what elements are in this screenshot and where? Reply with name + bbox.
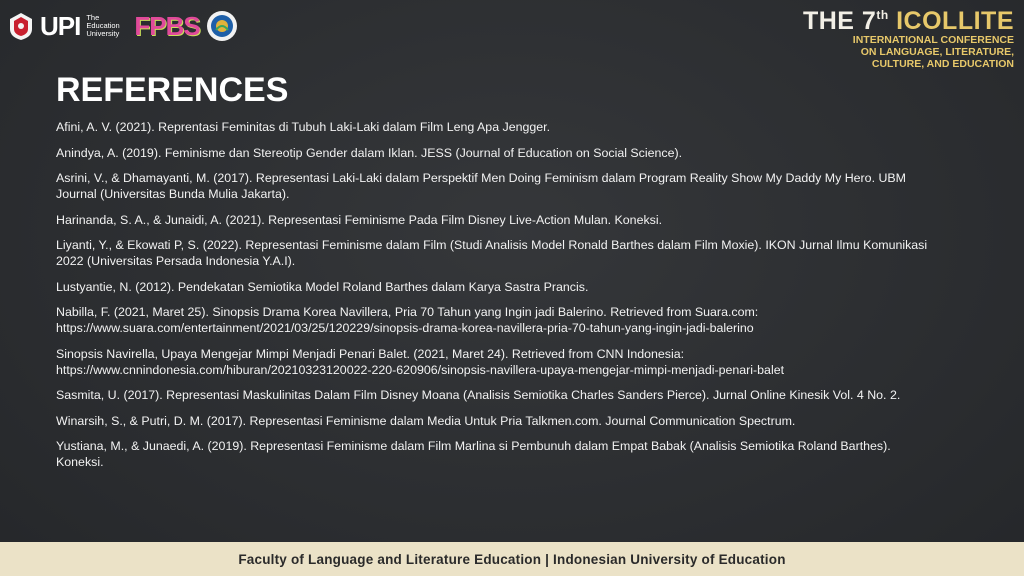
upi-logo: UPI bbox=[40, 11, 81, 41]
conference-brand-line3: ON LANGUAGE, LITERATURE, bbox=[860, 46, 1014, 58]
footer-bar bbox=[0, 542, 1024, 576]
reference-item: Harinanda, S. A., & Junaidi, A. (2021). Representasi Feminisme Pada Film Disney Live-Action Mulan. Koneksi. bbox=[56, 212, 663, 227]
upi-logo-subtext: The Education University bbox=[86, 13, 120, 38]
reference-item: Liyanti, Y., & Ekowati P, S. (2022). Representasi Feminisme dalam Film (Studi Analisis Model Ronald Barthes dalam Film Moxie). IKON Jurnal Ilmu Komunikasi 2022 (Universitas Persada Indonesia Y.A.I). bbox=[56, 238, 928, 268]
reference-item: Asrini, V., & Dhamayanti, M. (2017). Representasi Laki-Laki dalam Perspektif Men Doing Feminism dalam Program Reality Show My Daddy My Hero. UBM Journal (Universitas Bunda Mulia Jakarta). bbox=[56, 171, 906, 201]
reference-item: Sasmita, U. (2017). Representasi Maskulinitas Dalam Film Disney Moana (Analisis Semiotika Charles Sanders Pierce). Jurnal Online Kinesik Vol. 4 No. 2. bbox=[56, 388, 901, 402]
reference-item: Winarsih, S., & Putri, D. M. (2017). Representasi Feminisme dalam Media Untuk Pria Talkmen.com. Journal Communication Spectrum. bbox=[56, 413, 796, 428]
reference-item: Lustyantie, N. (2012). Pendekatan Semiotika Model Roland Barthes dalam Karya Sastra Prancis. bbox=[56, 279, 589, 294]
conference-brand-line2: INTERNATIONAL CONFERENCE bbox=[852, 34, 1014, 46]
reference-list bbox=[56, 119, 936, 480]
conference-brand bbox=[803, 8, 1014, 70]
upi-emblem-icon bbox=[8, 11, 34, 41]
header-logos bbox=[8, 8, 238, 44]
reference-item: Afini, A. V. (2021). Reprentasi Feminitas di Tubuh Laki-Laki dalam Film Leng Apa Jengger. bbox=[56, 120, 551, 134]
reference-item: Yustiana, M., & Junaedi, A. (2019). Representasi Feminisme dalam Film Marlina si Pembunuh dalam Empat Babak (Analisis Semiotika Roland Barthes). Koneksi. bbox=[56, 439, 891, 469]
faculty-logo: FPBS bbox=[134, 11, 200, 41]
conference-brand-line4: CULTURE, AND EDUCATION bbox=[871, 58, 1014, 70]
conference-seal-icon bbox=[206, 10, 238, 42]
page-title: REFERENCES bbox=[56, 71, 289, 109]
footer-text: Faculty of Language and Literature Education | Indonesian University of Education bbox=[238, 551, 786, 567]
reference-item: Anindya, A. (2019). Feminisme dan Stereotip Gender dalam Iklan. JESS (Journal of Education on Social Science). bbox=[56, 145, 683, 160]
conference-brand-title: THE 7th ICOLLITE bbox=[802, 7, 1014, 35]
reference-item: Sinopsis Navirella, Upaya Mengejar Mimpi Menjadi Penari Balet. (2021, Maret 24). Retrieved from CNN Indonesia: https://www.cnnindonesia.com/hiburan/20210323120022-220-620906/sinopsis-navillera-upaya-mengejar-mimpi-menjadi-penari-balet bbox=[56, 346, 785, 377]
reference-item: Nabilla, F. (2021, Maret 25). Sinopsis Drama Korea Navillera, Pria 70 Tahun yang Ingin jadi Balerino. Retrieved from Suara.com: https://www.suara.com/entertainment/2021/03/25/120229/sinopsis-drama-korea-navillera-pria-70-tahun-yang-ingin-jadi-balerino bbox=[56, 305, 759, 335]
